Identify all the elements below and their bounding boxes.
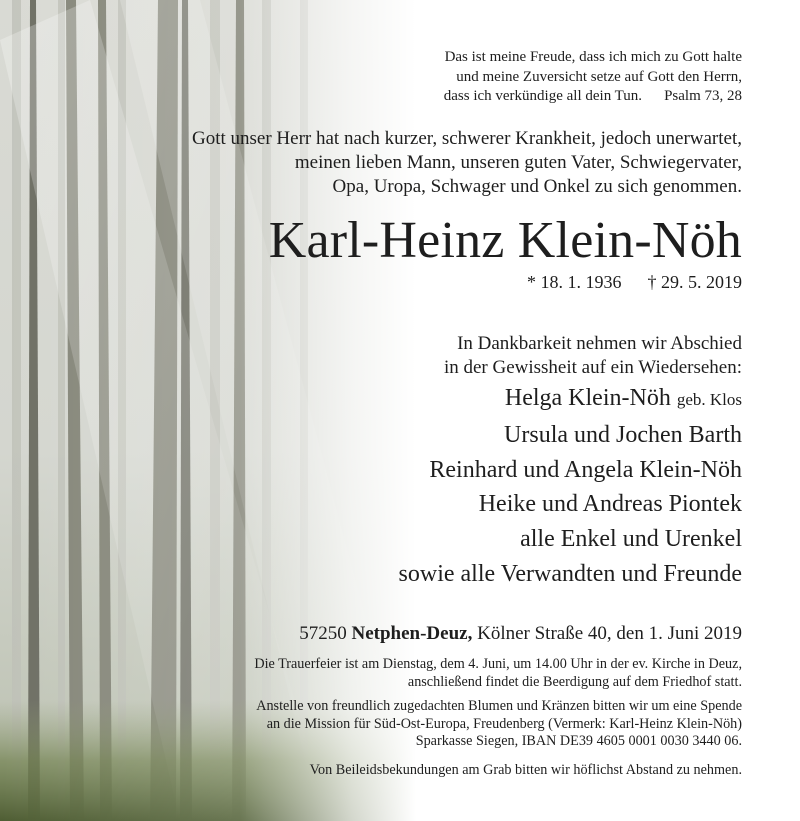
mourner-item: Ursula und Jochen Barth [504,421,742,448]
intro-line: meinen lieben Mann, unseren guten Vater, Schwiegervater, [294,152,742,173]
mourner-item: alle Enkel und Urenkel [520,526,742,553]
service-notice [254,656,742,691]
psalm-line: Das ist meine Freude, dass ich mich zu Gott halte [444,49,742,65]
donation-line: Anstelle von freundlich zugedachten Blumen und Kränzen bitten wir um eine Spende [256,698,742,714]
farewell-text [444,332,742,380]
address-date: Kölner Straße 40, den 1. Juni 2019 [477,623,742,644]
donation-notice [256,698,742,751]
birth-name: geb. Klos [676,390,742,409]
service-line: Die Trauerfeier ist am Dienstag, dem 4. Juni, um 14.00 Uhr in der ev. Kirche in Deuz, [254,656,742,672]
death-date: † 29. 5. 2019 [647,272,742,292]
mourner-item: sowie alle Verwandten und Freunde [398,560,742,587]
intro-text [192,127,742,199]
life-dates [527,270,742,294]
mourner-item [399,381,742,418]
location-date-line [299,622,742,646]
postcode: 57250 [299,623,347,644]
birth-date: * 18. 1. 1936 [527,272,622,292]
condolence-notice: Von Beileidsbekundungen am Grab bitten wir höflichst Abstand zu nehmen. [309,762,742,778]
intro-line: Opa, Uropa, Schwager und Onkel zu sich genommen. [332,176,742,197]
farewell-line: In Dankbarkeit nehmen wir Abschied [457,333,742,354]
mourners-list [399,381,742,592]
psalm-reference: Psalm 73, 28 [664,88,742,104]
town: Netphen-Deuz, [351,623,473,644]
intro-line: Gott unser Herr hat nach kurzer, schwerer Krankheit, jedoch unerwartet, [192,128,742,149]
deceased-name: Karl-Heinz Klein-Nöh [268,212,742,269]
mourner-item: Reinhard und Angela Klein-Nöh [429,456,742,483]
mourner-item: Heike und Andreas Piontek [478,491,742,518]
psalm-quote [444,48,742,107]
farewell-line: in der Gewissheit auf ein Wiedersehen: [443,357,742,378]
psalm-line: und meine Zuversicht setze auf Gott den Herrn, [456,68,742,85]
service-line: anschließend findet die Beerdigung auf dem Friedhof statt. [407,673,742,690]
donation-line: an die Mission für Süd-Ost-Europa, Freudenberg (Vermerk: Karl-Heinz Klein-Nöh) [266,715,742,732]
donation-line: Sparkasse Siegen, IBAN DE39 4605 0001 0030 3440 06. [415,733,742,750]
mourner-name: Helga Klein-Nöh [504,385,671,411]
psalm-line: dass ich verkündige all dein Tun. [443,88,643,104]
